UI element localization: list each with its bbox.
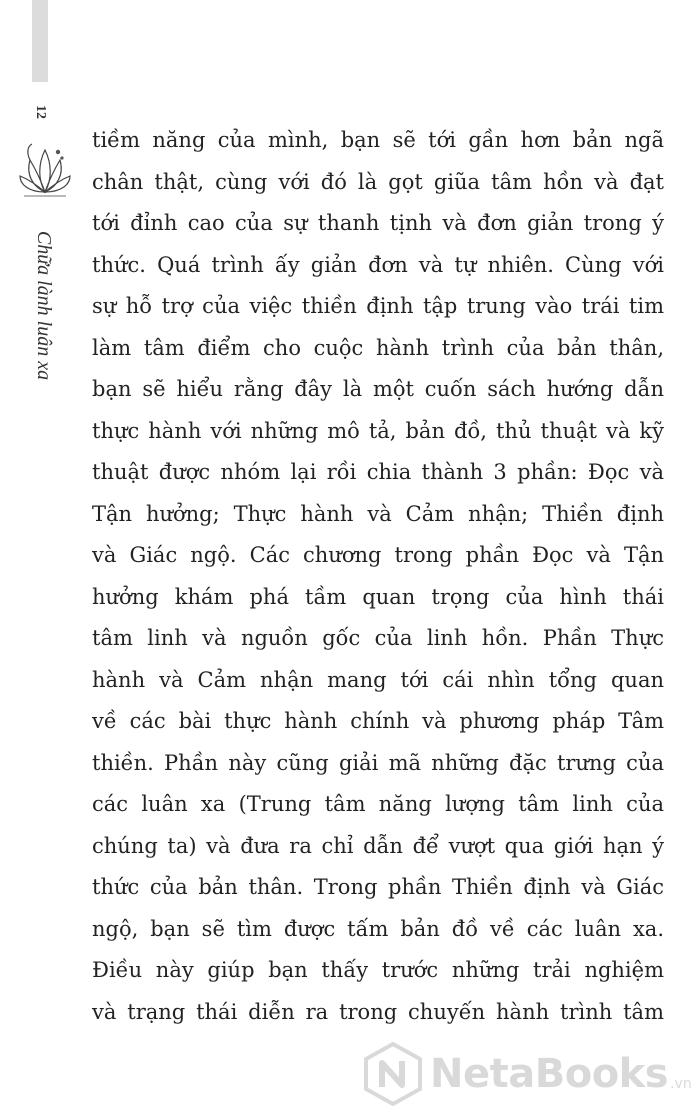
text-line: thiền. Phần này cũng giải mã những đặc trưng của xyxy=(92,750,664,775)
text-line: Điều này giúp bạn thấy trước những trải nghiệm xyxy=(92,958,664,982)
text-line: ngộ, bạn sẽ tìm được tấm bản đồ về các luân xa. xyxy=(92,916,664,941)
text-line: về các bài thực hành chính và phương pháp Tâm xyxy=(92,709,664,733)
body-paragraph xyxy=(92,120,664,1033)
watermark-domain: .vn xyxy=(670,1076,692,1092)
page-number: 12 xyxy=(33,105,48,119)
text-line: làm tâm điểm cho cuộc hành trình của bản thân, xyxy=(92,335,664,360)
text-line: chân thật, cùng với đó là gọt giũa tâm hồn và đạt xyxy=(92,169,664,194)
margin-bar xyxy=(32,0,48,82)
text-line: và trạng thái diễn ra trong chuyến hành trình tâm xyxy=(92,999,664,1024)
text-line: thuật được nhóm lại rồi chia thành 3 phần: Đọc và xyxy=(92,460,664,484)
lotus-icon xyxy=(18,140,72,200)
running-title xyxy=(14,210,74,400)
text-line: tiềm năng của mình, bạn sẽ tới gần hơn bản ngã xyxy=(92,128,664,152)
text-line: thức của bản thân. Trong phần Thiền định và Giác xyxy=(92,875,664,899)
text-line: thức. Quá trình ấy giản đơn và tự nhiên. Cùng với xyxy=(92,252,664,277)
watermark-brand: NetaBooks xyxy=(430,1051,669,1097)
text-line: hành và Cảm nhận mang tới cái nhìn tổng quan xyxy=(92,667,664,692)
text-line: thực hành với những mô tả, bản đồ, thủ thuật và kỹ xyxy=(92,418,664,443)
watermark xyxy=(362,1034,692,1114)
running-title-text: Chữa lành luân xa xyxy=(33,230,56,380)
text-line: bạn sẽ hiểu rằng đây là một cuốn sách hướng dẫn xyxy=(92,377,664,401)
text-line: và Giác ngộ. Các chương trong phần Đọc và Tận xyxy=(92,543,664,567)
text-line: tới đỉnh cao của sự thanh tịnh và đơn giản trong ý xyxy=(92,211,664,235)
text-line: Tận hưởng; Thực hành và Cảm nhận; Thiền định xyxy=(92,501,664,526)
text-line: sự hỗ trợ của việc thiền định tập trung vào trái tim xyxy=(92,294,664,318)
text-line: hưởng khám phá tầm quan trọng của hình thái xyxy=(92,584,664,609)
netabooks-logo-icon xyxy=(362,1041,424,1107)
text-line: chúng ta) và đưa ra chỉ dẫn để vượt qua giới hạn ý xyxy=(92,833,664,858)
text-line: các luân xa (Trung tâm năng lượng tâm linh của xyxy=(92,792,664,816)
text-line: tâm linh và nguồn gốc của linh hồn. Phần Thực xyxy=(92,626,664,650)
